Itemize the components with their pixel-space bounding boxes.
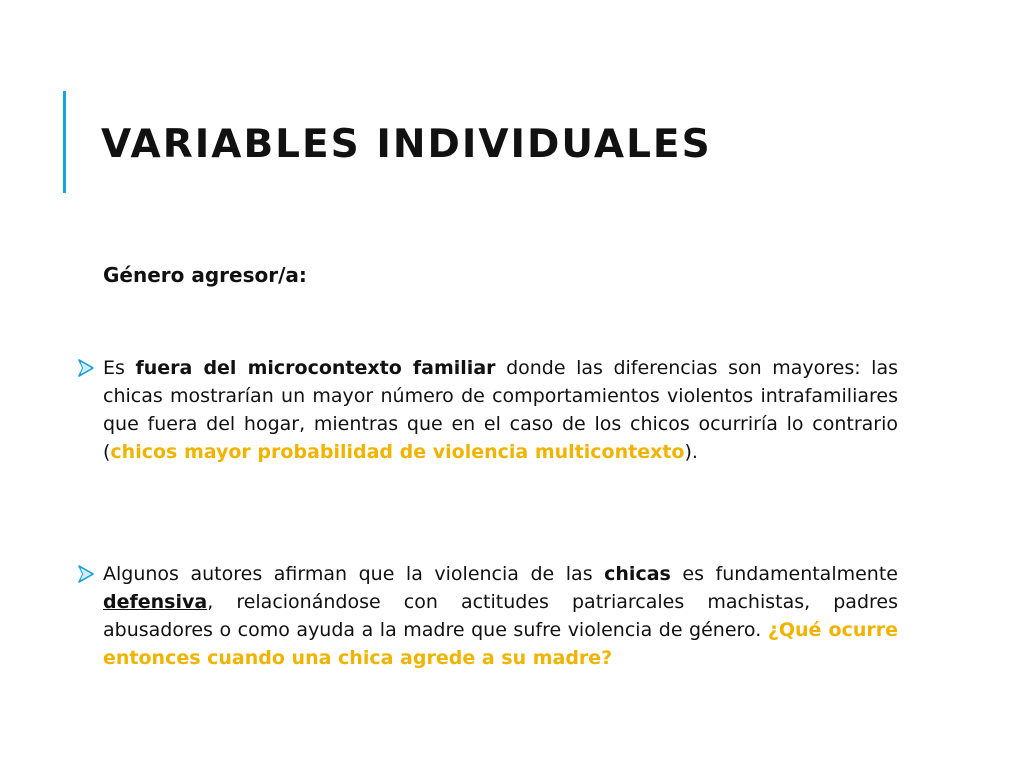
bullet-2-text-1: Algunos autores afirman que la violencia de las	[103, 563, 605, 585]
bullet-item-2	[103, 560, 898, 672]
bullet-1-emphasis: fuera del microcontexto familiar	[135, 357, 496, 379]
arrow-right-bullet-icon	[76, 358, 96, 378]
bullet-2-text-2: es fundamentalmente	[670, 563, 898, 585]
slide-title: VARIABLES INDIVIDUALES	[101, 122, 712, 167]
bullet-2-underlined: defensiva	[103, 591, 208, 613]
bullet-1-text-1: Es	[103, 357, 136, 379]
arrow-right-bullet-icon	[76, 564, 96, 584]
title-accent-bar	[63, 91, 66, 193]
bullet-1-highlight: chicos mayor probabilidad de violencia multicontexto	[110, 441, 685, 463]
bullet-2-text-3: , relacionándose con actitudes patriarcales machistas, padres abusadores o como ayuda a la madre que sufre violencia de género.	[103, 591, 898, 641]
bullet-1-text-2: donde las diferencias son mayores: las chicas mostrarían un mayor número de comportamientos violentos intrafamiliares que fuera del hogar, mientras que en el caso de los chicos ocurriría lo contrario (	[103, 357, 898, 463]
bullet-2-highlight-question: ¿Qué ocurre entonces cuando una chica agrede a su madre?	[103, 619, 898, 669]
bullet-2-emphasis: chicas	[604, 563, 671, 585]
bullet-1-text-3: ).	[684, 441, 698, 463]
subheading: Género agresor/a:	[103, 263, 307, 287]
bullet-item-1	[103, 354, 898, 466]
